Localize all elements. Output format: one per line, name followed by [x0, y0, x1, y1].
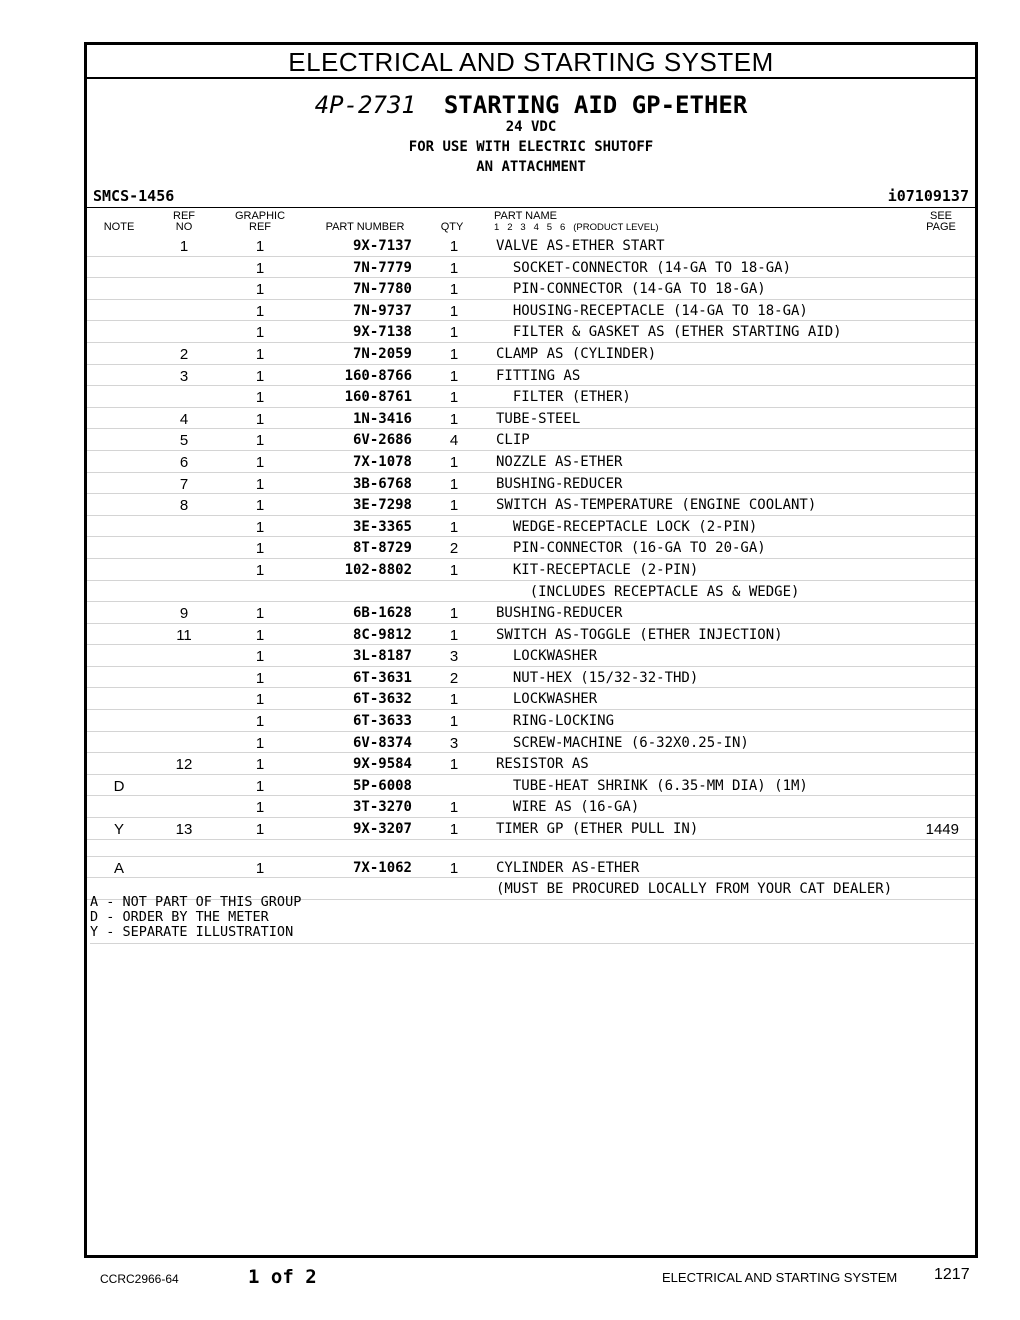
table-row [87, 473, 975, 495]
graphic-ref-cell: 1 [255, 475, 265, 493]
graphic-ref-cell: 1 [255, 259, 265, 277]
part-number-cell: 7N-9737 [352, 302, 412, 319]
table-row [87, 667, 975, 689]
note-cell: A [113, 859, 124, 877]
graphic-ref-cell: 1 [255, 561, 265, 579]
part-name-cell: CLAMP AS (CYLINDER) [496, 345, 657, 362]
note-a: A - NOT PART OF THIS GROUP [90, 894, 302, 910]
part-number-cell: 6T-3633 [352, 713, 412, 730]
note-cell: D [113, 777, 125, 795]
parts-list-frame [84, 42, 978, 1258]
graphic-ref-cell: 1 [255, 859, 265, 877]
part-name-cell: CYLINDER AS-ETHER [496, 859, 640, 876]
graphic-ref-cell: 1 [255, 324, 265, 342]
graphic-ref-cell: 1 [255, 497, 265, 515]
smcs-code: SMCS-1456 [93, 187, 175, 205]
part-name-cell: FILTER (ETHER) [496, 389, 631, 406]
part-number-cell: 7X-1078 [352, 453, 412, 470]
qty-cell: 1 [449, 518, 459, 536]
table-row [87, 857, 975, 879]
qty-cell: 1 [449, 691, 459, 709]
table-row [87, 300, 975, 322]
table-row [87, 796, 975, 818]
part-number-cell: 6V-8374 [352, 734, 412, 751]
footer-section: ELECTRICAL AND STARTING SYSTEM [662, 1270, 898, 1285]
group-title [87, 91, 975, 119]
graphic-ref-cell: 1 [255, 648, 265, 666]
qty-cell: 1 [449, 475, 459, 493]
ref-no-cell: 12 [175, 756, 193, 774]
part-number-cell: 8T-8729 [352, 540, 412, 557]
table-row [87, 581, 975, 603]
graphic-ref-cell: 1 [255, 367, 265, 385]
table-row [87, 429, 975, 451]
part-name-cell: CLIP [496, 432, 530, 449]
qty-cell: 3 [449, 648, 459, 666]
table-row [87, 537, 975, 559]
graphic-ref-cell: 1 [255, 777, 265, 795]
qty-cell: 1 [449, 713, 459, 731]
part-name-cell: NUT-HEX (15/32-32-THD) [496, 669, 699, 686]
part-name-cell: WIRE AS (16-GA) [496, 799, 640, 816]
part-number-cell: 1N-3416 [352, 410, 412, 427]
note-y: Y - SEPARATE ILLUSTRATION [90, 924, 294, 940]
table-row [87, 408, 975, 430]
table-row [87, 602, 975, 624]
header-ref-top: REF [173, 210, 195, 222]
header-graphic-bottom: REF [249, 221, 271, 233]
part-number-cell: 7X-1062 [352, 859, 412, 876]
group-part-number: 4P-2731 [314, 91, 416, 119]
qty-cell: 1 [449, 281, 459, 299]
graphic-ref-cell: 1 [255, 518, 265, 536]
qty-cell: 1 [449, 324, 459, 342]
section-title: ELECTRICAL AND STARTING SYSTEM [87, 45, 975, 79]
header-ref-bottom: NO [175, 221, 193, 233]
graphic-ref-cell: 1 [255, 302, 265, 320]
graphic-ref-cell: 1 [255, 734, 265, 752]
part-number-cell: 160-8766 [344, 367, 412, 384]
note-cell: Y [113, 821, 124, 839]
part-name-cell: BUSHING-REDUCER [496, 475, 623, 492]
qty-cell: 2 [449, 669, 459, 687]
table-row [87, 235, 975, 257]
header-part-number: PART NUMBER [325, 221, 405, 233]
header-graphic-top: GRAPHIC [234, 210, 286, 222]
part-number-cell: 6T-3631 [352, 669, 412, 686]
ref-no-cell: 7 [179, 475, 189, 493]
table-row [87, 688, 975, 710]
table-row [87, 624, 975, 646]
part-number-cell: 102-8802 [344, 561, 412, 578]
qty-cell: 1 [449, 756, 459, 774]
part-number-cell: 7N-2059 [352, 345, 412, 362]
table-row [87, 257, 975, 279]
part-name-cell: PIN-CONNECTOR (14-GA TO 18-GA) [496, 281, 766, 298]
part-name-cell: VALVE AS-ETHER START [496, 238, 665, 254]
part-name-cell: WEDGE-RECEPTACLE LOCK (2-PIN) [496, 518, 758, 535]
graphic-ref-cell: 1 [255, 756, 265, 774]
qty-cell: 1 [449, 389, 459, 407]
graphic-ref-cell: 1 [255, 238, 265, 255]
table-row [87, 343, 975, 365]
header-note: NOTE [103, 221, 135, 233]
graphic-ref-cell: 1 [255, 626, 265, 644]
qty-cell: 1 [449, 453, 459, 471]
table-row [87, 818, 975, 840]
qty-cell: 1 [449, 605, 459, 623]
part-name-cell: FITTING AS [496, 367, 581, 384]
table-row [87, 840, 975, 857]
ref-no-cell: 4 [179, 410, 189, 428]
graphic-ref-cell: 1 [255, 453, 265, 471]
group-subtitle-2: FOR USE WITH ELECTRIC SHUTOFF [408, 139, 654, 155]
part-name-cell: RESISTOR AS [496, 756, 589, 773]
qty-cell: 1 [449, 259, 459, 277]
table-row [87, 451, 975, 473]
graphic-ref-cell: 1 [255, 799, 265, 817]
qty-cell: 1 [449, 561, 459, 579]
qty-cell: 1 [449, 626, 459, 644]
group-subtitle-1: 24 VDC [505, 119, 557, 135]
graphic-ref-cell: 1 [255, 281, 265, 299]
qty-cell: 4 [449, 432, 459, 450]
qty-cell: 1 [449, 799, 459, 817]
header-qty: QTY [440, 221, 464, 233]
header-see-top: SEE [929, 210, 952, 222]
qty-cell: 2 [449, 540, 459, 558]
qty-cell: 1 [449, 367, 459, 385]
ref-no-cell: 1 [179, 238, 189, 255]
ref-no-cell: 2 [179, 345, 189, 363]
table-row [87, 278, 975, 300]
header-see-bottom: PAGE [926, 221, 956, 233]
part-name-cell: LOCKWASHER [496, 691, 598, 708]
part-name-cell: TUBE-HEAT SHRINK (6.35-MM DIA) (1M) [496, 777, 808, 794]
part-number-cell: 9X-7138 [352, 324, 412, 341]
qty-cell: 3 [449, 734, 459, 752]
part-number-cell: 9X-3207 [352, 821, 412, 838]
part-name-cell: HOUSING-RECEPTACLE (14-GA TO 18-GA) [496, 302, 808, 319]
graphic-ref-cell: 1 [255, 389, 265, 407]
part-name-cell: BUSHING-REDUCER [496, 605, 623, 622]
table-row [87, 516, 975, 538]
footer-doc-id: CCRC2966-64 [100, 1272, 179, 1286]
ref-no-cell: 13 [175, 821, 193, 839]
graphic-ref-cell: 1 [255, 669, 265, 687]
part-name-cell: LOCKWASHER [496, 648, 598, 665]
part-name-cell: SCREW-MACHINE (6-32X0.25-IN) [496, 734, 749, 751]
part-name-cell: SWITCH AS-TOGGLE (ETHER INJECTION) [496, 626, 783, 643]
qty-cell: 1 [449, 238, 459, 255]
part-number-cell: 3L-8187 [352, 648, 412, 665]
notes-legend [90, 895, 974, 944]
graphic-ref-cell: 1 [255, 691, 265, 709]
part-number-cell: 9X-9584 [352, 756, 412, 773]
part-name-cell: FILTER & GASKET AS (ETHER STARTING AID) [496, 324, 842, 341]
table-row [87, 710, 975, 732]
graphic-ref-cell: 1 [255, 345, 265, 363]
qty-cell: 1 [449, 410, 459, 428]
part-number-cell: 3E-7298 [352, 497, 412, 514]
part-name-cell: RING-LOCKING [496, 713, 615, 730]
part-name-cell: PIN-CONNECTOR (16-GA TO 20-GA) [496, 540, 766, 557]
ref-no-cell: 5 [179, 432, 189, 450]
part-name-cell: TUBE-STEEL [496, 410, 581, 427]
note-d: D - ORDER BY THE METER [90, 909, 269, 925]
table-row [87, 775, 975, 797]
part-name-cell: (MUST BE PROCURED LOCALLY FROM YOUR CAT DEALER) [496, 881, 893, 898]
table-row [87, 559, 975, 581]
graphic-ref-cell: 1 [255, 432, 265, 450]
parts-table [87, 235, 975, 900]
graphic-ref-cell: 1 [255, 713, 265, 731]
part-number-cell: 7N-7779 [352, 259, 412, 276]
qty-cell: 1 [449, 497, 459, 515]
part-number-cell: 160-8761 [344, 389, 412, 406]
header-part-name: PART NAME [494, 210, 557, 222]
group-subtitle-3: AN ATTACHMENT [476, 159, 586, 175]
ref-no-cell: 3 [179, 367, 189, 385]
see-page-cell: 1449 [925, 821, 959, 839]
qty-cell: 1 [449, 859, 459, 877]
table-row [87, 321, 975, 343]
qty-cell: 1 [449, 302, 459, 320]
illustration-id: i07109137 [887, 187, 969, 205]
part-number-cell: 6T-3632 [352, 691, 412, 708]
part-number-cell: 5P-6008 [352, 777, 412, 794]
table-row [87, 365, 975, 387]
part-number-cell: 3T-3270 [352, 799, 412, 816]
ref-no-cell: 9 [179, 605, 189, 623]
part-name-cell: NOZZLE AS-ETHER [496, 453, 623, 470]
graphic-ref-cell: 1 [255, 605, 265, 623]
part-number-cell: 3B-6768 [352, 475, 412, 492]
qty-cell: 1 [449, 821, 459, 839]
header-product-levels: 1 2 3 4 5 6 (PRODUCT LEVEL) [494, 222, 659, 233]
part-number-cell: 8C-9812 [352, 626, 412, 643]
part-number-cell: 9X-7137 [352, 238, 412, 254]
graphic-ref-cell: 1 [255, 410, 265, 428]
part-name-cell: TIMER GP (ETHER PULL IN) [496, 821, 699, 838]
part-number-cell: 6V-2686 [352, 432, 412, 449]
graphic-ref-cell: 1 [255, 821, 265, 839]
part-number-cell: 6B-1628 [352, 605, 412, 622]
header-divider [87, 207, 975, 208]
qty-cell: 1 [449, 345, 459, 363]
part-name-cell: SOCKET-CONNECTOR (14-GA TO 18-GA) [496, 259, 792, 276]
table-row [87, 753, 975, 775]
footer-page-number: 1217 [934, 1266, 970, 1283]
part-name-cell: (INCLUDES RECEPTACLE AS & WEDGE) [496, 583, 800, 600]
ref-no-cell: 11 [176, 626, 192, 644]
ref-no-cell: 6 [179, 453, 189, 471]
part-number-cell: 7N-7780 [352, 281, 412, 298]
part-name-cell: KIT-RECEPTACLE (2-PIN) [496, 561, 699, 578]
part-number-cell: 3E-3365 [352, 518, 412, 535]
table-row [87, 386, 975, 408]
ref-no-cell: 8 [179, 497, 189, 515]
table-row [87, 732, 975, 754]
graphic-ref-cell: 1 [255, 540, 265, 558]
part-name-cell: SWITCH AS-TEMPERATURE (ENGINE COOLANT) [496, 497, 817, 514]
table-row [87, 645, 975, 667]
footer-page-of: 1 of 2 [248, 1266, 317, 1288]
group-name: STARTING AID GP-ETHER [443, 91, 748, 119]
table-row [87, 494, 975, 516]
